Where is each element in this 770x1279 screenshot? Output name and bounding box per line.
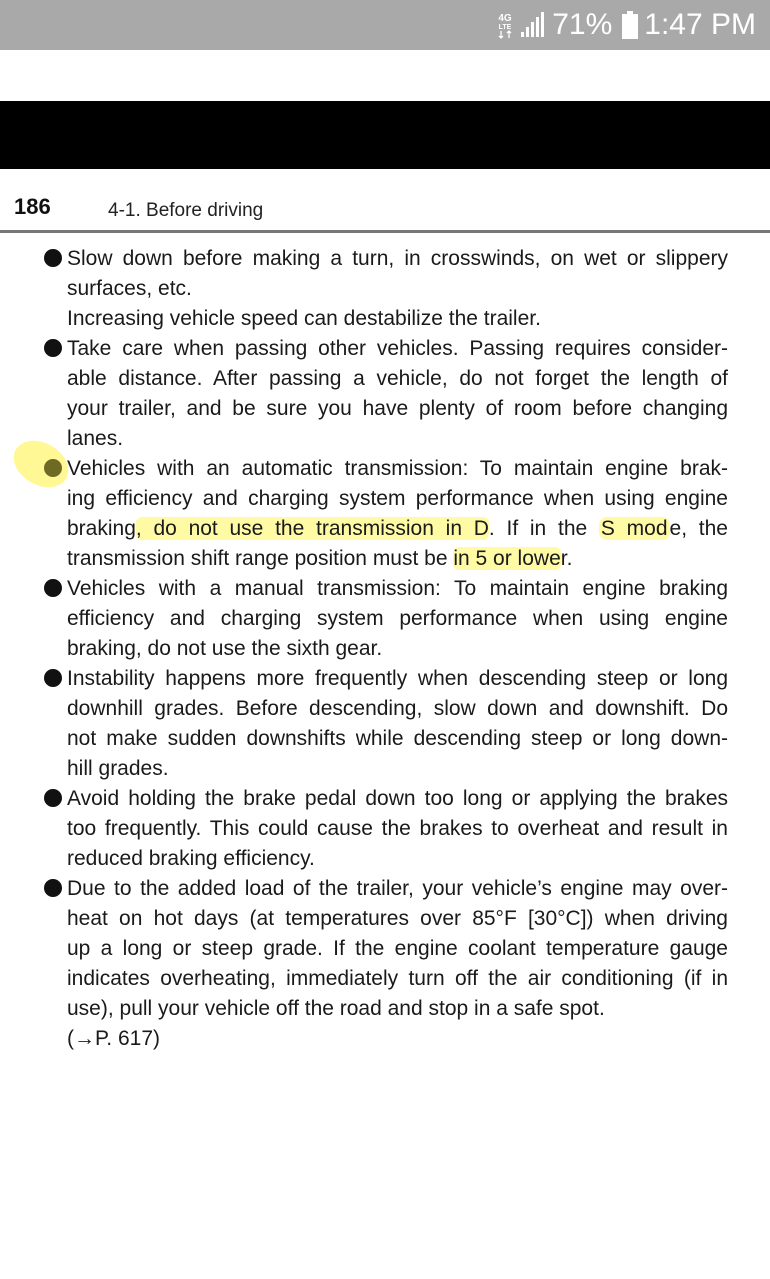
bullet-item bbox=[0, 874, 728, 1054]
bullet-item-highlighted bbox=[0, 454, 728, 574]
text-segment: r. bbox=[560, 547, 573, 570]
page-header bbox=[0, 190, 770, 234]
bullet-dot bbox=[44, 789, 62, 807]
clock: 1:47 PM bbox=[644, 8, 756, 41]
section-title: 4-1. Before driving bbox=[108, 200, 264, 221]
text-line bbox=[67, 544, 728, 574]
text-line: Avoid holding the brake pedal down too long or applying the brakes bbox=[67, 787, 728, 810]
svg-text:LTE: LTE bbox=[498, 24, 512, 31]
svg-text:4G: 4G bbox=[498, 13, 512, 24]
text-line: Due to the added load of the trailer, your vehicle’s engine may over- bbox=[67, 877, 728, 900]
bullet-item bbox=[0, 784, 728, 874]
highlighted-text: , do not use the transmission in D bbox=[135, 517, 489, 540]
text-line: Slow down before making a turn, in crosswinds, on wet or slippery bbox=[67, 247, 728, 270]
text-line: able distance. After passing a vehicle, do not forget the length of bbox=[67, 367, 728, 390]
text-line: Increasing vehicle speed can destabilize the trailer. bbox=[67, 307, 541, 330]
text-line: ing efficiency and charging system performance when using engine bbox=[67, 487, 728, 510]
lte-icon bbox=[496, 10, 514, 40]
text-line: reduced braking efficiency. bbox=[67, 847, 315, 870]
text-line: downhill grades. Before descending, slow down and downshift. Do bbox=[67, 697, 728, 720]
battery-percent: 71% bbox=[552, 8, 613, 41]
text-line: up a long or steep grade. If the engine coolant temperature gauge bbox=[67, 937, 728, 960]
text-line: too frequently. This could cause the brakes to overheat and result in bbox=[67, 817, 728, 840]
text-segment: braking bbox=[67, 517, 136, 540]
text-line: your trailer, and be sure you have plenty of room before changing bbox=[67, 397, 728, 420]
text-line: Take care when passing other vehicles. Passing requires consider- bbox=[67, 337, 728, 360]
header-rule bbox=[0, 230, 770, 233]
highlighted-text: S mod bbox=[600, 517, 668, 540]
text-line: not make sudden downshifts while descending steep or long down- bbox=[67, 727, 728, 750]
text-line: surfaces, etc. bbox=[67, 277, 192, 300]
text-line: Vehicles with an automatic transmission: To maintain engine brak- bbox=[67, 457, 728, 480]
bullet-dot bbox=[44, 579, 62, 597]
bullet-dot bbox=[44, 459, 62, 477]
text-line: indicates overheating, immediately turn off the air conditioning (if in bbox=[67, 967, 728, 990]
battery-icon bbox=[622, 11, 638, 39]
text-line: braking, do not use the sixth gear. bbox=[67, 637, 383, 660]
text-line: Vehicles with a manual transmission: To maintain engine braking bbox=[67, 577, 728, 600]
highlighted-text: in 5 or lowe bbox=[453, 547, 561, 570]
bullet-dot bbox=[44, 339, 62, 357]
status-icons bbox=[496, 0, 756, 50]
text-line bbox=[67, 514, 728, 544]
text-line: Instability happens more frequently when descending steep or long bbox=[67, 667, 728, 690]
text-segment: . If in the bbox=[488, 517, 599, 540]
status-bar bbox=[0, 0, 770, 50]
bullet-item bbox=[0, 334, 728, 454]
black-band bbox=[0, 101, 770, 169]
text-line: hill grades. bbox=[67, 757, 169, 780]
text-line: lanes. bbox=[67, 427, 124, 450]
text-line: use), pull your vehicle off the road and stop in a safe spot. bbox=[67, 997, 605, 1020]
text-line: efficiency and charging system performance when using engine bbox=[67, 607, 728, 630]
bullet-dot bbox=[44, 879, 62, 897]
manual-content bbox=[0, 244, 770, 1054]
bullet-dot bbox=[44, 249, 62, 267]
bullet-item bbox=[0, 244, 728, 334]
bullet-dot bbox=[44, 669, 62, 687]
text-line: heat on hot days (at temperatures over 85°F [30°C]) when driving bbox=[67, 907, 728, 930]
signal-icon bbox=[520, 12, 546, 38]
text-segment: transmission shift range position must be bbox=[67, 547, 454, 570]
page-reference-link[interactable]: (→P. 617) bbox=[67, 1027, 160, 1050]
bullet-item bbox=[0, 664, 728, 784]
text-segment: e, the bbox=[669, 517, 728, 540]
page-number: 186 bbox=[14, 194, 51, 219]
bullet-item bbox=[0, 574, 728, 664]
